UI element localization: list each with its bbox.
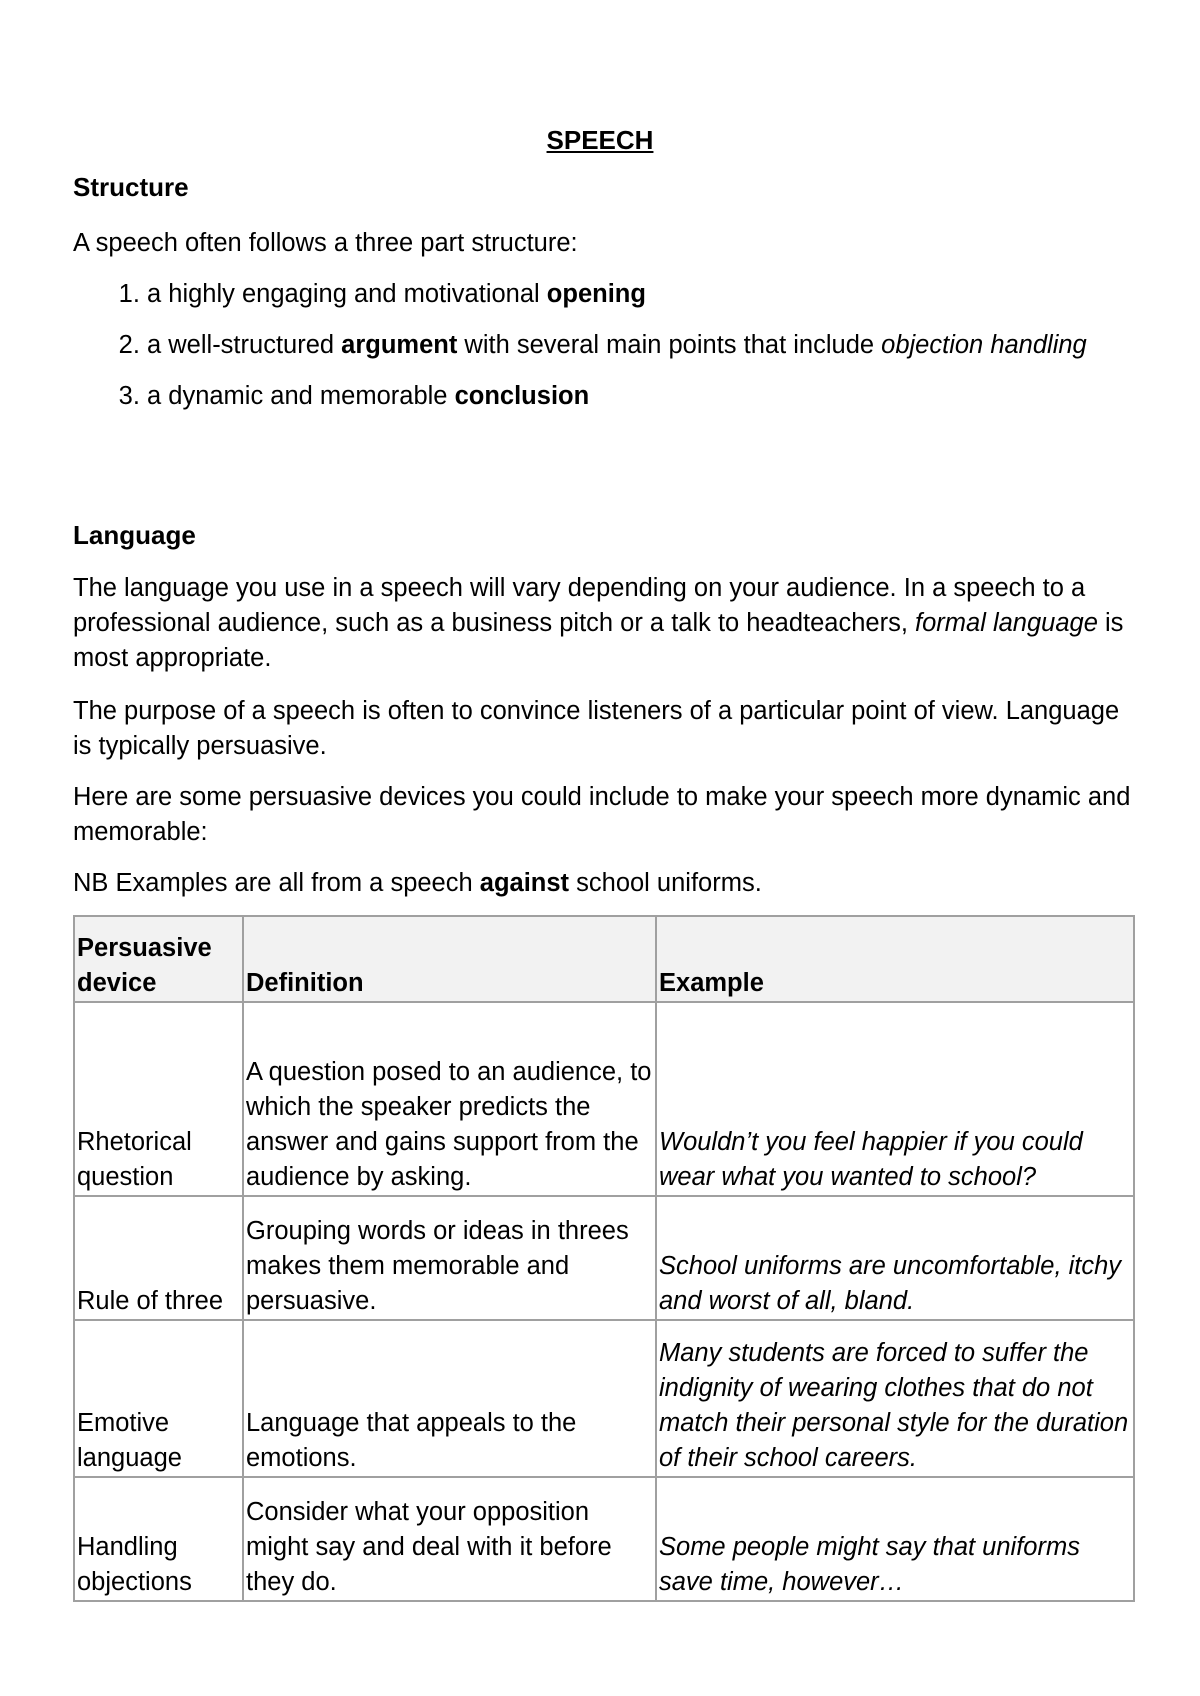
nb-note — [73, 866, 1133, 901]
note-bold-term: against — [479, 869, 570, 897]
structure-intro: A speech often follows a three part structure: — [73, 229, 578, 257]
structure-item — [147, 379, 1200, 414]
note-text: NB Examples are all from a speech — [73, 869, 480, 897]
device-cell: Emotive language — [74, 1320, 243, 1477]
table-row — [74, 1002, 1134, 1196]
note-text: school uniforms. — [569, 869, 762, 897]
persuasive-devices-table — [73, 915, 1135, 1602]
table-row — [74, 1477, 1134, 1601]
table-row — [74, 1196, 1134, 1320]
example-cell: School uniforms are uncomfortable, itchy and worst of all, bland. — [656, 1196, 1134, 1320]
language-paragraph-2: The purpose of a speech is often to convince listeners of a particular point of view. Language is typically persuasive. — [73, 697, 1120, 760]
definition-cell: A question posed to an audience, to which the speaker predicts the answer and gains support from the audience by asking. — [243, 1002, 656, 1196]
definition-cell: Language that appeals to the emotions. — [243, 1320, 656, 1477]
italic-term: formal language — [915, 609, 1098, 637]
item-bold-term: opening — [546, 280, 646, 308]
table-row — [74, 1320, 1134, 1477]
definition-cell: Consider what your opposition might say and deal with it before they do. — [243, 1477, 656, 1601]
header-definition: Definition — [243, 916, 656, 1002]
language-paragraph-3: Here are some persuasive devices you could include to make your speech more dynamic and memorable: — [73, 783, 1131, 846]
device-cell: Rule of three — [74, 1196, 243, 1320]
item-bold-term: conclusion — [454, 382, 590, 410]
definition-cell: Grouping words or ideas in threes makes them memorable and persuasive. — [243, 1196, 656, 1320]
structure-item — [147, 328, 1200, 363]
item-text: a highly engaging and motivational — [147, 280, 547, 308]
structure-heading: Structure — [73, 172, 189, 202]
header-device: Persuasive device — [74, 916, 243, 1002]
item-text: a dynamic and memorable — [147, 382, 455, 410]
item-text: a well-structured — [147, 331, 342, 359]
header-example: Example — [656, 916, 1134, 1002]
device-cell: Handling objections — [74, 1477, 243, 1601]
structure-item — [147, 277, 1200, 312]
item-bold-term: argument — [341, 331, 458, 359]
device-cell: Rhetorical question — [74, 1002, 243, 1196]
item-italic-term: objection handling — [881, 331, 1087, 359]
table-header-row — [74, 916, 1134, 1002]
example-cell: Wouldn’t you feel happier if you could wear what you wanted to school? — [656, 1002, 1134, 1196]
language-heading: Language — [73, 520, 196, 550]
structure-list — [73, 277, 1200, 430]
paragraph-text: is most appropriate. — [73, 609, 1124, 672]
page-title: SPEECH — [546, 125, 654, 155]
language-paragraph-1 — [73, 571, 1133, 676]
paragraph-text: The language you use in a speech will vary depending on your audience. In a speech to a professional audience, such as a business pitch or a talk to headteachers, — [73, 574, 1086, 637]
example-cell: Some people might say that uniforms save time, however… — [656, 1477, 1134, 1601]
item-text: with several main points that include — [457, 331, 882, 359]
example-cell: Many students are forced to suffer the indignity of wearing clothes that do not match their personal style for the duration of their school careers. — [656, 1320, 1134, 1477]
